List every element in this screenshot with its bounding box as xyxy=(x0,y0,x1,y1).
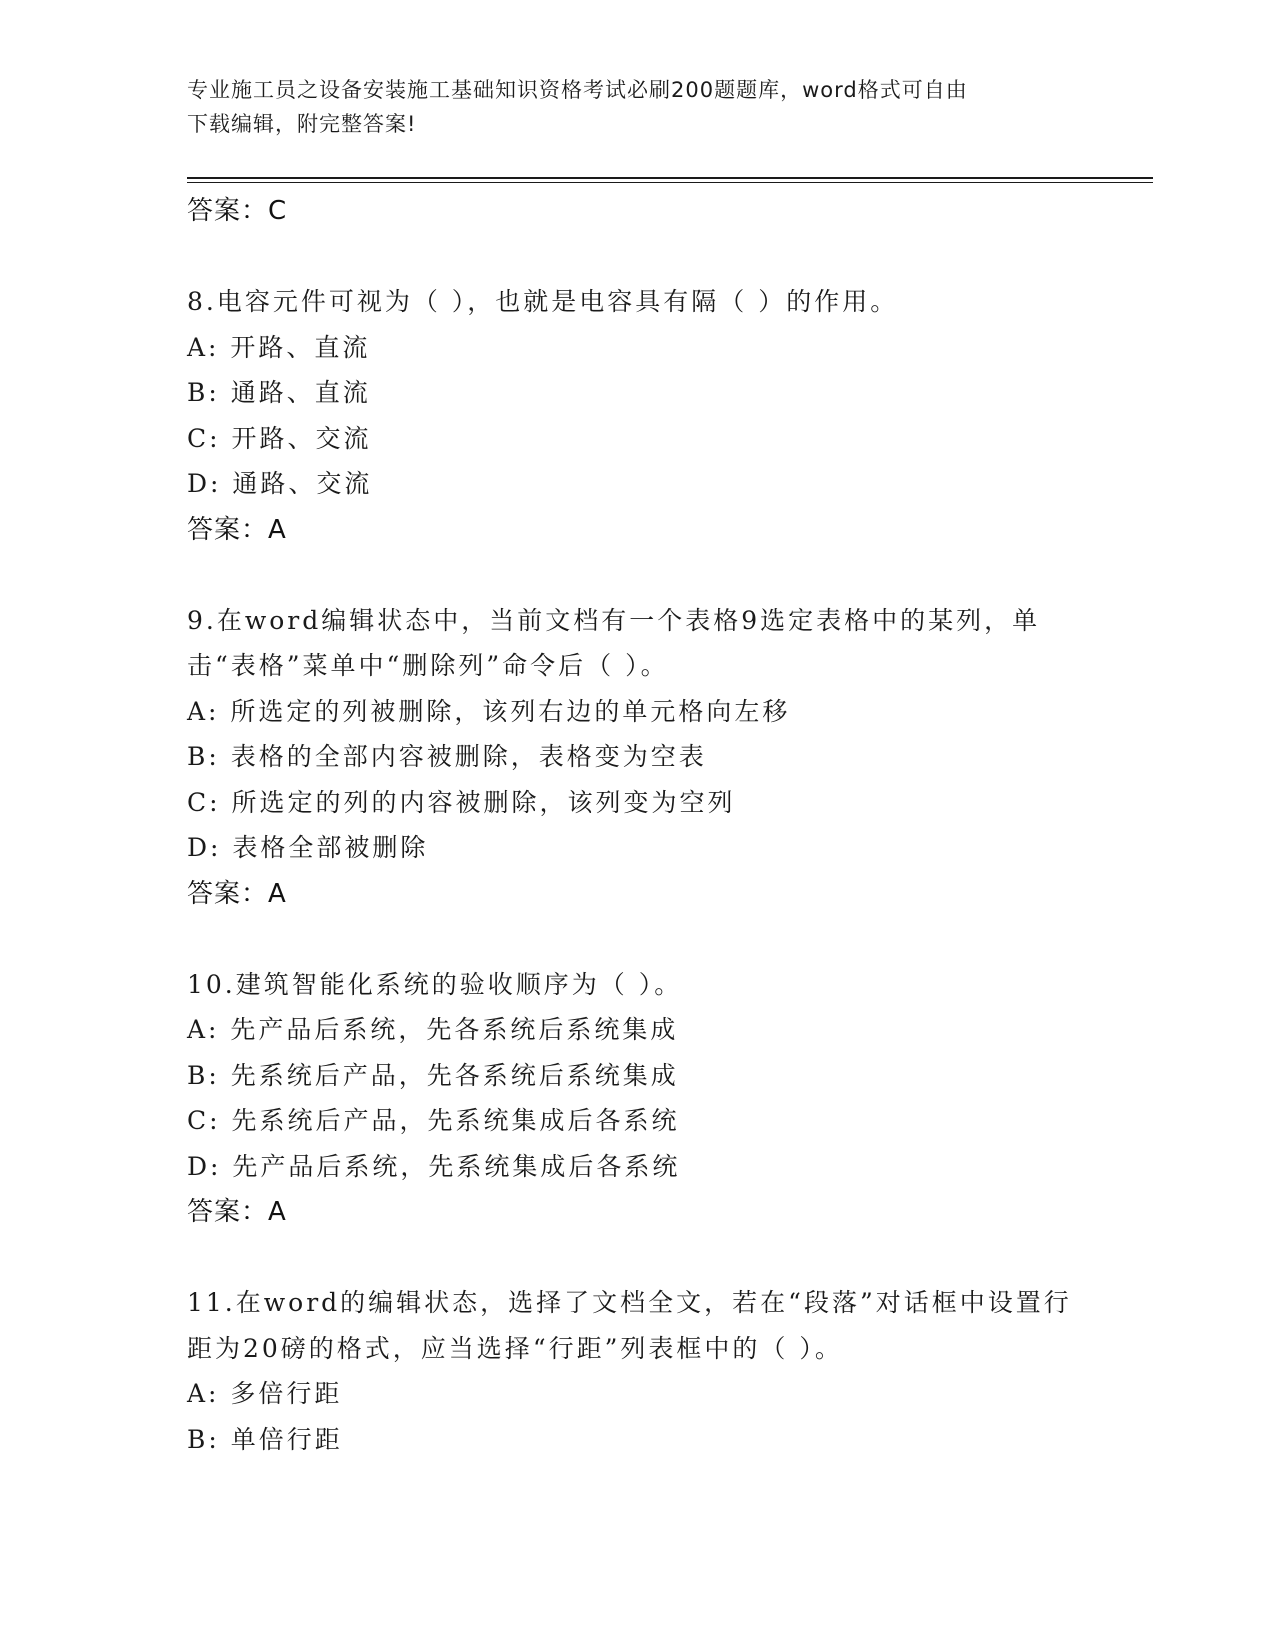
question-list xyxy=(187,188,1087,1462)
question-block-11 xyxy=(187,1280,1087,1462)
answer-line: 答案：A xyxy=(187,878,287,909)
option-d: D: 表格全部被删除 xyxy=(187,833,429,862)
header-line-1: 专业施工员之设备安装施工基础知识资格考试必刷200题题库，word格式可自由 xyxy=(187,78,968,102)
header-divider-thick xyxy=(187,177,1153,179)
option-b: B: 单倍行距 xyxy=(187,1424,343,1454)
header-divider-thin xyxy=(187,182,1153,183)
option-c: C: 先系统后产品，先系统集成后各系统 xyxy=(187,1106,680,1135)
question-block-9 xyxy=(187,598,1087,917)
option-d: D: 先产品后系统，先系统集成后各系统 xyxy=(187,1151,681,1181)
option-b: B: 通路、直流 xyxy=(187,378,371,407)
answer-line: 答案：A xyxy=(187,514,287,545)
option-a: A: 多倍行距 xyxy=(187,1379,343,1408)
question-block-8 xyxy=(187,279,1087,553)
question-stem: 9.在word编辑状态中，当前文档有一个表格9选定表格中的某列，单击“表格”菜单中“删除列”命令后（ ）。 xyxy=(187,605,1041,680)
previous-answer: 答案：C xyxy=(187,196,288,226)
option-c: C: 所选定的列的内容被删除，该列变为空列 xyxy=(187,787,736,817)
option-a: A: 先产品后系统，先各系统后系统集成 xyxy=(187,1015,679,1044)
answer-line: 答案：A xyxy=(187,1197,287,1227)
document-header xyxy=(187,73,1067,141)
option-b: B: 表格的全部内容被删除，表格变为空表 xyxy=(187,742,707,771)
option-a: A: 所选定的列被删除，该列右边的单元格向左移 xyxy=(187,696,791,726)
question-block-10 xyxy=(187,962,1087,1236)
option-b: B: 先系统后产品，先各系统后系统集成 xyxy=(187,1060,679,1090)
question-stem: 10.建筑智能化系统的验收顺序为（ ）。 xyxy=(187,969,683,999)
question-stem: 11.在word的编辑状态，选择了文档全文，若在“段落”对话框中设置行距为20磅的格式，应当选择“行距”列表框中的（ ）。 xyxy=(187,1288,1072,1363)
header-line-2: 下载编辑，附完整答案! xyxy=(187,112,417,136)
option-c: C: 开路、交流 xyxy=(187,423,372,453)
question-stem: 8.电容元件可视为（ ），也就是电容具有隔（ ）的作用。 xyxy=(187,287,899,316)
option-a: A: 开路、直流 xyxy=(187,332,371,362)
option-d: D: 通路、交流 xyxy=(187,469,373,498)
